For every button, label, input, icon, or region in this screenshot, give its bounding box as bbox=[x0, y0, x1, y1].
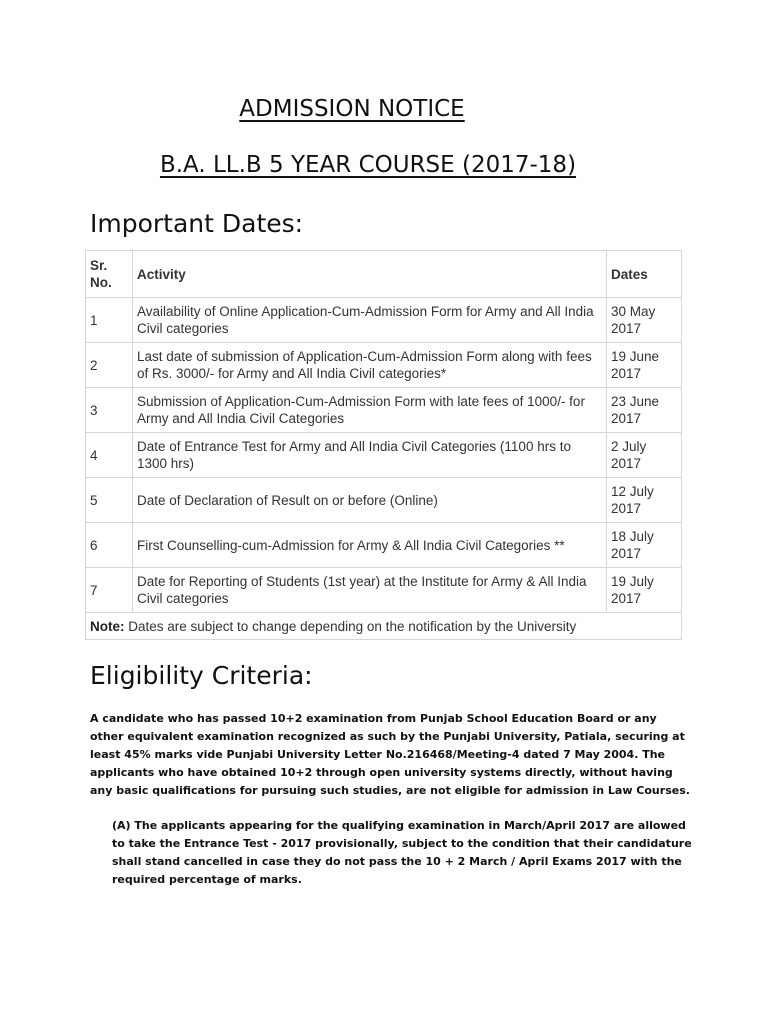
row-sr-no: 4 bbox=[86, 433, 133, 478]
clause-a-paragraph: (A) The applicants appearing for the qualifying examination in March/April 2017 are allowed to take the Entrance Test - 2017 provisionally, subject to the condition that their candidature shall stand cancelled in case they do not pass the 10 + 2 March / April Exams 2017 with the required percentage of marks. bbox=[112, 819, 692, 886]
row-date: 19 July 2017 bbox=[607, 568, 682, 613]
row-activity: Availability of Online Application-Cum-Admission Form for Army and All India Civil categories bbox=[133, 298, 607, 343]
row-date: 30 May 2017 bbox=[607, 298, 682, 343]
table-note-row bbox=[86, 613, 682, 640]
row-date: 12 July 2017 bbox=[607, 478, 682, 523]
row-activity: Date of Entrance Test for Army and All India Civil Categories (1100 hrs to 1300 hrs) bbox=[133, 433, 607, 478]
row-date: 23 June 2017 bbox=[607, 388, 682, 433]
table-row bbox=[86, 388, 682, 433]
row-activity: First Counselling-cum-Admission for Army & All India Civil Categories ** bbox=[133, 523, 607, 568]
table-row bbox=[86, 568, 682, 613]
row-sr-no: 2 bbox=[86, 343, 133, 388]
header-activity: Activity bbox=[133, 251, 607, 298]
eligibility-paragraph: A candidate who has passed 10+2 examination from Punjab School Education Board or any other equivalent examination recognized as such by the Punjabi University, Patiala, securing at least 45% marks vide Punjabi University Letter No.216468/Meeting-4 dated 7 May 2004. The applicants who have obtained 10+2 through open university systems directly, without having any basic qualifications for pursuing such studies, are not eligible for admission in Law Courses. bbox=[90, 712, 690, 797]
row-sr-no: 6 bbox=[86, 523, 133, 568]
table-header-row bbox=[86, 251, 682, 298]
row-sr-no: 5 bbox=[86, 478, 133, 523]
course-title: B.A. LL.B 5 YEAR COURSE (2017-18) bbox=[159, 152, 577, 178]
table-row bbox=[86, 523, 682, 568]
eligibility-heading: Eligibility Criteria: bbox=[90, 661, 313, 690]
row-date: 2 July 2017 bbox=[607, 433, 682, 478]
note-label: Note: bbox=[90, 618, 125, 634]
table-row bbox=[86, 343, 682, 388]
row-sr-no: 3 bbox=[86, 388, 133, 433]
row-sr-no: 1 bbox=[86, 298, 133, 343]
row-activity: Date for Reporting of Students (1st year) at the Institute for Army & All India Civil categories bbox=[133, 568, 607, 613]
row-activity: Last date of submission of Application-Cum-Admission Form along with fees of Rs. 3000/- for Army and All India Civil categories* bbox=[133, 343, 607, 388]
important-dates-table bbox=[85, 250, 682, 640]
table-row bbox=[86, 298, 682, 343]
table-row bbox=[86, 478, 682, 523]
row-sr-no: 7 bbox=[86, 568, 133, 613]
row-date: 18 July 2017 bbox=[607, 523, 682, 568]
important-dates-heading: Important Dates: bbox=[90, 209, 304, 238]
header-sr-no: Sr. No. bbox=[86, 251, 133, 298]
header-dates: Dates bbox=[607, 251, 682, 298]
notice-title: ADMISSION NOTICE bbox=[239, 96, 465, 122]
table-row bbox=[86, 433, 682, 478]
table-note bbox=[86, 613, 682, 640]
row-activity: Date of Declaration of Result on or before (Online) bbox=[133, 478, 607, 523]
note-text: Dates are subject to change depending on the notification by the University bbox=[124, 618, 577, 634]
row-activity: Submission of Application-Cum-Admission Form with late fees of 1000/- for Army and All India Civil Categories bbox=[133, 388, 607, 433]
row-date: 19 June 2017 bbox=[607, 343, 682, 388]
